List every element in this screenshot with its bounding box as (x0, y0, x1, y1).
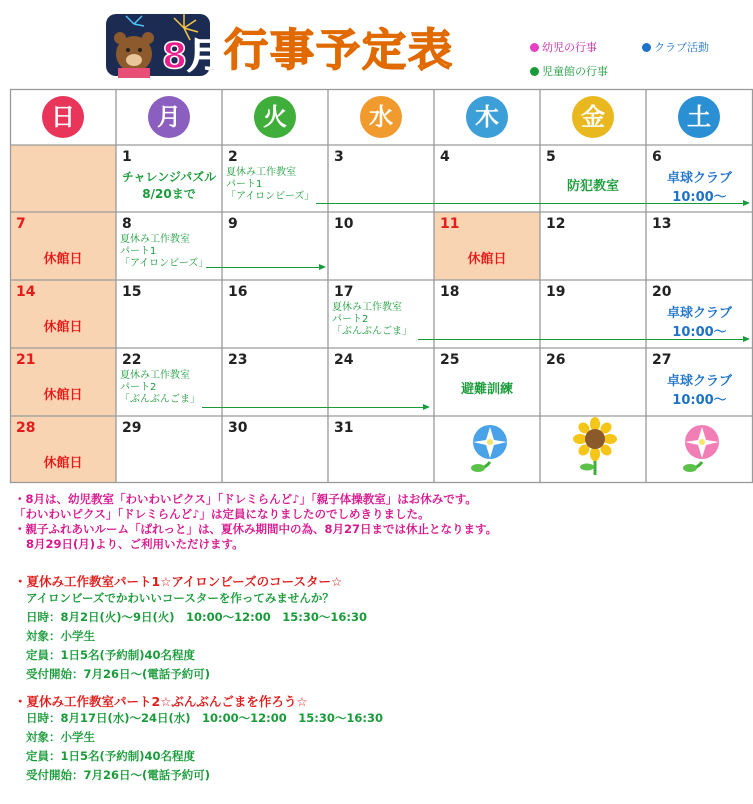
event-challenge: チャレンジパズル (121, 170, 217, 184)
note-line: ・親子ふれあいルーム「ぱれっと」は、夏休み期間中の為、8月27日までは休止となります。 (14, 522, 498, 536)
sunflower-icon (570, 419, 620, 477)
day-number: 5 (546, 149, 556, 165)
day-cell-29[interactable] (116, 416, 222, 483)
event-pingpong: 卓球クラブ (666, 171, 732, 186)
day-number: 2 (228, 149, 238, 165)
day-number: 15 (122, 284, 142, 300)
craft1-target: 対象：小学生 (26, 629, 95, 643)
day-cell-9[interactable] (222, 212, 328, 280)
note-line: 「わいわいピクス」「ドレミらんど♪」は定員になりましたのでしめきりました。 (14, 507, 430, 521)
day-cell-14[interactable] (10, 280, 116, 348)
closed-label: 休館日 (467, 252, 507, 267)
event-craft1: 夏休み工作教室 パート1 「アイロンビーズ」 (226, 167, 315, 202)
day-number: 1 (122, 149, 132, 165)
day-number: 16 (228, 284, 248, 300)
page-title: 行事予定表 (224, 25, 454, 76)
day-number: 14 (16, 284, 36, 300)
day-cell-11[interactable] (434, 212, 540, 280)
day-number: 7 (16, 216, 26, 232)
day-cell-8[interactable] (116, 212, 222, 280)
day-cell-30[interactable] (222, 416, 328, 483)
event-pingpong: 卓球クラブ (666, 306, 732, 321)
day-cell-5[interactable] (540, 145, 646, 212)
day-number: 30 (228, 420, 248, 436)
craft2-reception: 受付開始：7月26日～(電話予約可) (26, 768, 211, 782)
weekday-mon: 月 (148, 96, 190, 138)
day-cell-31[interactable] (328, 416, 434, 483)
day-cell-18[interactable] (434, 280, 540, 348)
day-cell-4[interactable] (434, 145, 540, 212)
legend-club: クラブ活動 (642, 39, 709, 55)
day-number: 19 (546, 284, 566, 300)
day-number: 21 (16, 352, 36, 368)
event-crime-prevention: 防犯教室 (566, 179, 619, 194)
day-number: 6 (652, 149, 662, 165)
event-pingpong: 卓球クラブ (666, 374, 732, 389)
day-cell-28[interactable] (10, 416, 116, 483)
dot-icon (530, 43, 539, 52)
day-cell-13[interactable] (646, 212, 753, 280)
day-cell-27[interactable] (646, 348, 753, 416)
craft1-desc: アイロンビーズでかわいいコースターを作ってみませんか？ (26, 591, 334, 605)
day-cell-20[interactable] (646, 280, 753, 348)
day-number: 23 (228, 352, 248, 368)
day-cell-15[interactable] (116, 280, 222, 348)
weekday-tue: 火 (254, 96, 296, 138)
event-pingpong-time: 10:00～ (672, 190, 727, 205)
range-arrow (316, 203, 748, 204)
day-cell-6[interactable] (646, 145, 753, 212)
day-number: 25 (440, 352, 460, 368)
day-cell-17[interactable] (328, 280, 434, 348)
day-cell-2[interactable] (222, 145, 328, 212)
day-number: 20 (652, 284, 672, 300)
day-cell-23[interactable] (222, 348, 328, 416)
day-number: 12 (546, 216, 566, 232)
day-number: 24 (334, 352, 354, 368)
craft1-datetime: 日時：8月2日(火)～9日(火) 10:00～12:00 15:30～16:30 (26, 610, 367, 624)
month-badge: 8月 (162, 36, 224, 77)
craft1-capacity: 定員：1日5名(予約制)40名程度 (26, 648, 196, 662)
craft2-title: ・夏休み工作教室パート2☆ぶんぶんごまを作ろう☆ (14, 694, 308, 709)
weekday-wed: 水 (360, 96, 402, 138)
day-number: 11 (440, 216, 460, 232)
event-craft1: 夏休み工作教室 パート1 「アイロンビーズ」 (120, 234, 209, 269)
craft2-capacity: 定員：1日5名(予約制)40名程度 (26, 749, 196, 763)
day-number: 28 (16, 420, 36, 436)
day-cell-1[interactable] (116, 145, 222, 212)
closed-label: 休館日 (43, 388, 83, 403)
morning-glory-pink-icon (678, 422, 726, 476)
legend-center: 児童館の行事 (530, 63, 608, 79)
day-cell-25[interactable] (434, 348, 540, 416)
craft2-target: 対象：小学生 (26, 730, 95, 744)
day-cell-16[interactable] (222, 280, 328, 348)
event-pingpong-time: 10:00～ (672, 393, 727, 408)
weekday-thu: 木 (466, 96, 508, 138)
notes-section (14, 492, 749, 785)
closed-label: 休館日 (43, 252, 83, 267)
day-number: 22 (122, 352, 142, 368)
day-number: 31 (334, 420, 354, 436)
event-evacuation-drill: 避難訓練 (460, 382, 513, 397)
day-cell-7[interactable] (10, 212, 116, 280)
event-challenge-until: 8/20まで (142, 187, 196, 201)
day-number: 18 (440, 284, 460, 300)
day-cell-10[interactable] (328, 212, 434, 280)
day-cell-12[interactable] (540, 212, 646, 280)
craft1-title: ・夏休み工作教室パート1☆アイロンビーズのコースター☆ (14, 574, 343, 589)
event-craft2: 夏休み工作教室 パート2 「ぶんぶんごま」 (120, 370, 200, 405)
event-pingpong-time: 10:00～ (672, 325, 727, 340)
legend-infant: 幼児の行事 (530, 39, 597, 55)
day-number: 10 (334, 216, 354, 232)
day-cell-21[interactable] (10, 348, 116, 416)
day-number: 8 (122, 216, 132, 232)
craft2-datetime: 日時：8月17日(水)～24日(水) 10:00～12:00 15:30～16:30 (26, 711, 383, 725)
craft1-reception: 受付開始：7月26日～(電話予約可) (26, 667, 211, 681)
header (0, 0, 753, 88)
event-craft2: 夏休み工作教室 パート2 「ぶんぶんごま」 (332, 302, 412, 337)
day-number: 13 (652, 216, 672, 232)
day-number: 26 (546, 352, 566, 368)
day-number: 17 (334, 284, 354, 300)
day-cell-24[interactable] (328, 348, 434, 416)
day-cell-19[interactable] (540, 280, 646, 348)
bear-mascot-logo (104, 10, 224, 80)
closed-label: 休館日 (43, 456, 83, 471)
dot-icon (530, 67, 539, 76)
note-line: ・8月は、幼児教室「わいわいピクス」「ドレミらんど♪」「親子体操教室」はお休みです。 (14, 492, 477, 506)
note-line: 8月29日(月)より、ご利用いただけます。 (26, 537, 244, 551)
day-cell-22[interactable] (116, 348, 222, 416)
day-number: 3 (334, 149, 344, 165)
closed-label: 休館日 (43, 320, 83, 335)
day-number: 4 (440, 149, 450, 165)
dot-icon (642, 43, 651, 52)
weekday-sun: 日 (42, 96, 84, 138)
day-number: 29 (122, 420, 142, 436)
calendar (10, 89, 753, 483)
day-cell-26[interactable] (540, 348, 646, 416)
day-number: 9 (228, 216, 238, 232)
morning-glory-blue-icon (466, 422, 514, 476)
weekday-fri: 金 (572, 96, 614, 138)
day-number: 27 (652, 352, 672, 368)
day-cell-3[interactable] (328, 145, 434, 212)
weekday-sat: 土 (678, 96, 720, 138)
